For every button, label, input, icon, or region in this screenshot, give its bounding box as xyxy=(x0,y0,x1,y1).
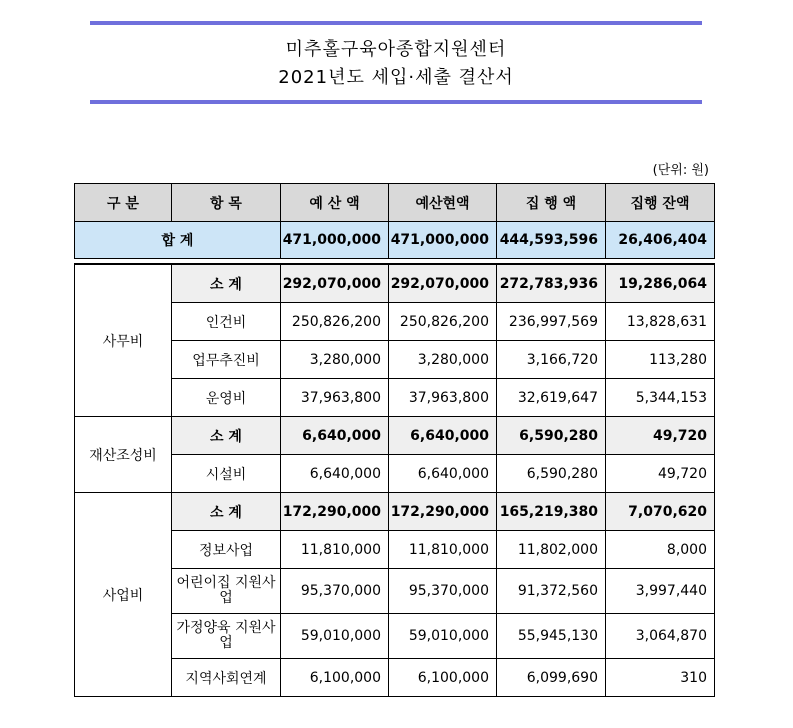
table-row xyxy=(75,417,715,455)
total-exec: 444,593,596 xyxy=(497,222,606,259)
col-header-item: 항 목 xyxy=(172,184,281,222)
current-cell: 6,640,000 xyxy=(389,417,497,455)
unit-label: (단위: 원) xyxy=(652,163,709,178)
exec-cell: 6,590,280 xyxy=(497,455,606,493)
item-cell: 소 계 xyxy=(172,493,281,531)
remain-cell: 5,344,153 xyxy=(606,379,715,417)
remain-cell: 8,000 xyxy=(606,531,715,569)
item-cell: 지역사회연계 xyxy=(172,659,281,697)
current-cell: 3,280,000 xyxy=(389,341,497,379)
total-current: 471,000,000 xyxy=(389,222,497,259)
col-header-executed: 집 행 액 xyxy=(497,184,606,222)
exec-cell: 236,997,569 xyxy=(497,303,606,341)
remain-cell: 113,280 xyxy=(606,341,715,379)
total-row xyxy=(75,222,715,259)
item-cell: 인건비 xyxy=(172,303,281,341)
total-label: 합 계 xyxy=(75,222,281,259)
total-budget: 471,000,000 xyxy=(281,222,389,259)
col-header-current-budget: 예산현액 xyxy=(389,184,497,222)
col-header-category: 구 분 xyxy=(75,184,172,222)
budget-cell: 11,810,000 xyxy=(281,531,389,569)
current-cell: 6,640,000 xyxy=(389,455,497,493)
category-cell: 사무비 xyxy=(75,264,172,417)
header-top-rule xyxy=(90,21,702,25)
budget-cell: 6,100,000 xyxy=(281,659,389,697)
exec-cell: 6,099,690 xyxy=(497,659,606,697)
table-row xyxy=(75,493,715,531)
budget-cell: 250,826,200 xyxy=(281,303,389,341)
budget-cell: 95,370,000 xyxy=(281,569,389,614)
current-cell: 250,826,200 xyxy=(389,303,497,341)
item-cell: 운영비 xyxy=(172,379,281,417)
remain-cell: 49,720 xyxy=(606,455,715,493)
remain-cell: 3,997,440 xyxy=(606,569,715,614)
exec-cell: 11,802,000 xyxy=(497,531,606,569)
current-cell: 37,963,800 xyxy=(389,379,497,417)
item-cell: 가정양육 지원사업 xyxy=(172,614,281,659)
item-cell: 어린이집 지원사업 xyxy=(172,569,281,614)
remain-cell: 49,720 xyxy=(606,417,715,455)
current-cell: 11,810,000 xyxy=(389,531,497,569)
remain-cell: 13,828,631 xyxy=(606,303,715,341)
header-bottom-rule xyxy=(90,100,702,104)
budget-cell: 3,280,000 xyxy=(281,341,389,379)
budget-cell: 37,963,800 xyxy=(281,379,389,417)
current-cell: 95,370,000 xyxy=(389,569,497,614)
exec-cell: 272,783,936 xyxy=(497,264,606,303)
table-header-row xyxy=(75,184,715,222)
current-cell: 292,070,000 xyxy=(389,264,497,303)
doc-org-title: 미추홀구육아종합지원센터 xyxy=(285,39,507,60)
doc-title: 2021년도 세입·세출 결산서 xyxy=(278,67,514,88)
exec-cell: 165,219,380 xyxy=(497,493,606,531)
col-header-budget: 예 산 액 xyxy=(281,184,389,222)
item-cell: 업무추진비 xyxy=(172,341,281,379)
exec-cell: 6,590,280 xyxy=(497,417,606,455)
remain-cell: 7,070,620 xyxy=(606,493,715,531)
exec-cell: 91,372,560 xyxy=(497,569,606,614)
budget-cell: 6,640,000 xyxy=(281,417,389,455)
current-cell: 59,010,000 xyxy=(389,614,497,659)
total-remain: 26,406,404 xyxy=(606,222,715,259)
remain-cell: 19,286,064 xyxy=(606,264,715,303)
category-cell: 사업비 xyxy=(75,493,172,697)
col-header-remaining: 집행 잔액 xyxy=(606,184,715,222)
budget-cell: 292,070,000 xyxy=(281,264,389,303)
item-cell: 정보사업 xyxy=(172,531,281,569)
exec-cell: 55,945,130 xyxy=(497,614,606,659)
budget-cell: 6,640,000 xyxy=(281,455,389,493)
item-cell: 소 계 xyxy=(172,264,281,303)
category-cell: 재산조성비 xyxy=(75,417,172,493)
settlement-table xyxy=(74,183,715,697)
table-row xyxy=(75,264,715,303)
budget-cell: 59,010,000 xyxy=(281,614,389,659)
current-cell: 172,290,000 xyxy=(389,493,497,531)
exec-cell: 32,619,647 xyxy=(497,379,606,417)
exec-cell: 3,166,720 xyxy=(497,341,606,379)
remain-cell: 310 xyxy=(606,659,715,697)
current-cell: 6,100,000 xyxy=(389,659,497,697)
item-cell: 시설비 xyxy=(172,455,281,493)
item-cell: 소 계 xyxy=(172,417,281,455)
remain-cell: 3,064,870 xyxy=(606,614,715,659)
budget-cell: 172,290,000 xyxy=(281,493,389,531)
